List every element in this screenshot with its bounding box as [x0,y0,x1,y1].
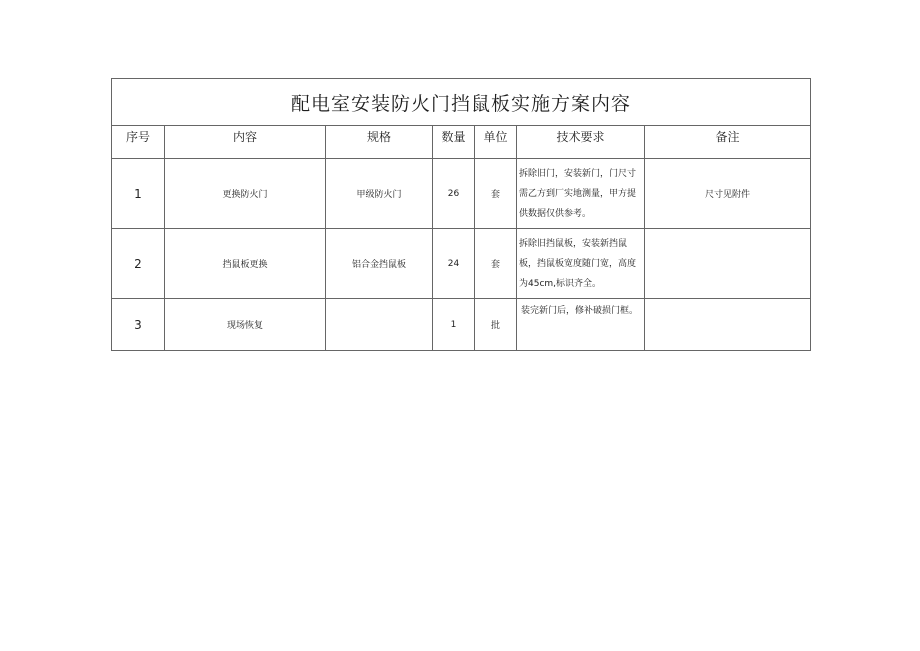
header-spec: 规格 [326,126,433,159]
header-unit: 单位 [475,126,517,159]
row-spec: 铝合金挡鼠板 [326,229,433,299]
row-tech: 拆除旧挡鼠板，安装新挡鼠板，挡鼠板宽度随门宽，高度为45cm,标识齐全。 [517,229,645,299]
row-tech: 拆除旧门，安装新门，门尺寸需乙方到厂实地测量，甲方提供数据仅供参考。 [517,159,645,229]
row-tech: 装完新门后，修补破损门框。 [517,299,645,351]
header-content: 内容 [165,126,326,159]
table-row [112,229,811,299]
row-unit: 套 [475,229,517,299]
implementation-plan-table [111,78,811,351]
row-no: 1 [112,159,165,229]
header-row [112,126,811,159]
row-no: 3 [112,299,165,351]
row-content: 更换防火门 [165,159,326,229]
row-qty: 24 [433,229,475,299]
title-row [112,79,811,126]
row-qty: 26 [433,159,475,229]
row-qty: 1 [433,299,475,351]
table-row [112,159,811,229]
header-qty: 数量 [433,126,475,159]
row-spec: 甲级防火门 [326,159,433,229]
row-unit: 批 [475,299,517,351]
row-remark: 尺寸见附件 [645,159,811,229]
row-content: 现场恢复 [165,299,326,351]
header-remark: 备注 [645,126,811,159]
row-remark [645,299,811,351]
header-no: 序号 [112,126,165,159]
document-title: 配电室安装防火门挡鼠板实施方案内容 [112,79,811,126]
header-tech: 技术要求 [517,126,645,159]
row-remark [645,229,811,299]
row-unit: 套 [475,159,517,229]
row-no: 2 [112,229,165,299]
table-row [112,299,811,351]
row-spec [326,299,433,351]
row-content: 挡鼠板更换 [165,229,326,299]
